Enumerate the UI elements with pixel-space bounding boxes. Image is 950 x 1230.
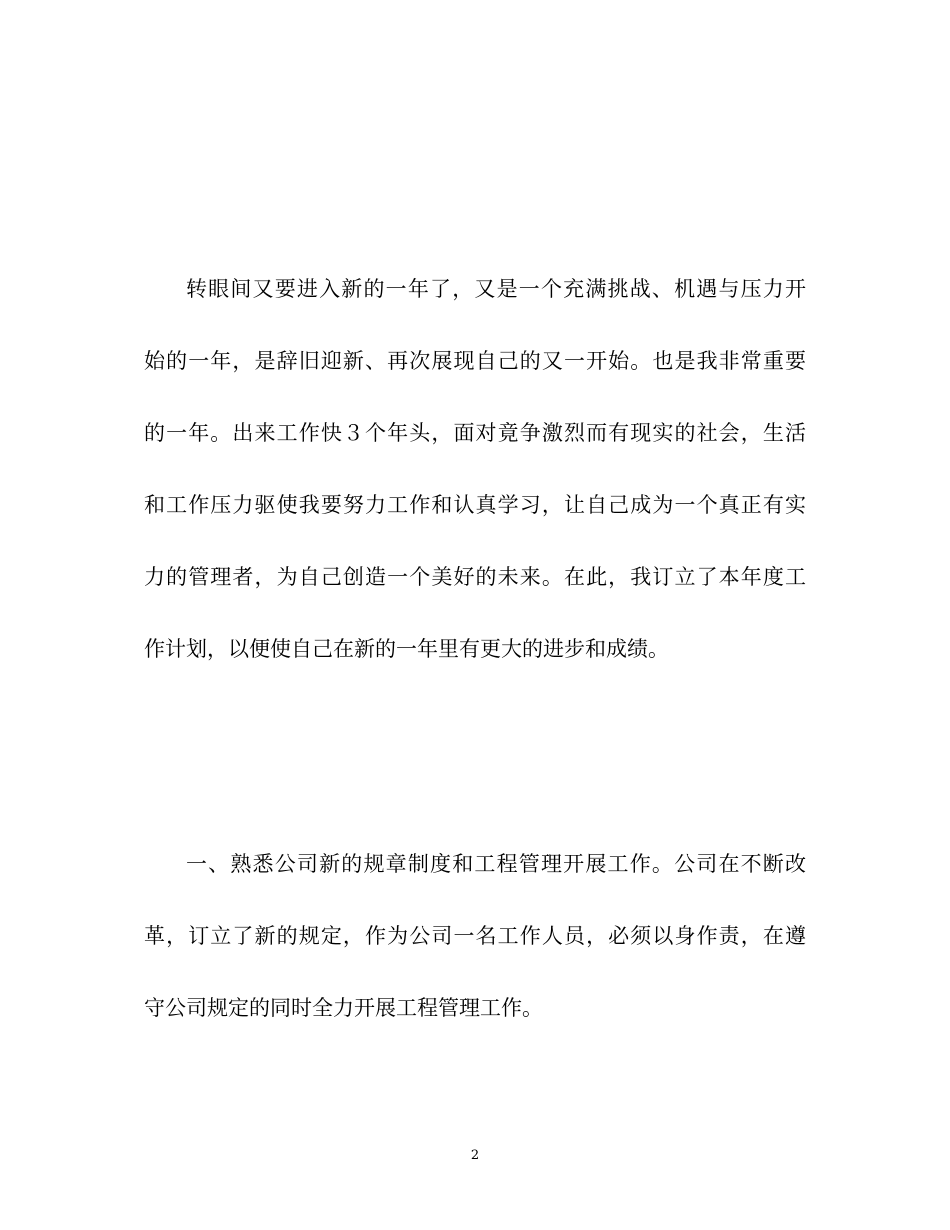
page-number: 2 xyxy=(470,1148,480,1163)
text-line: 始的一年，是辞旧迎新、再次展现自己的又一开始。也是我非常重要 xyxy=(144,349,806,373)
text-line: 力的管理者，为自己创造一个美好的未来。在此，我订立了本年度工 xyxy=(144,565,806,589)
text-line: 革，订立了新的规定，作为公司一名工作人员，必须以身作责，在遵 xyxy=(144,924,806,948)
text-line: 的一年。出来工作快３个年头，面对竟争激烈而有现实的社会，生活 xyxy=(144,421,806,445)
text-line: 转眼间又要进入新的一年了，又是一个充满挑战、机遇与压力开 xyxy=(186,277,806,301)
text-line: 和工作压力驱使我要努力工作和认真学习，让自己成为一个真正有实 xyxy=(144,493,806,517)
text-line: 守公司规定的同时全力开展工程管理工作。 xyxy=(144,996,543,1020)
text-line: 作计划，以便使自己在新的一年里有更大的进步和成绩。 xyxy=(144,637,669,661)
text-line: 一、熟悉公司新的规章制度和工程管理开展工作。公司在不断改 xyxy=(186,852,806,876)
